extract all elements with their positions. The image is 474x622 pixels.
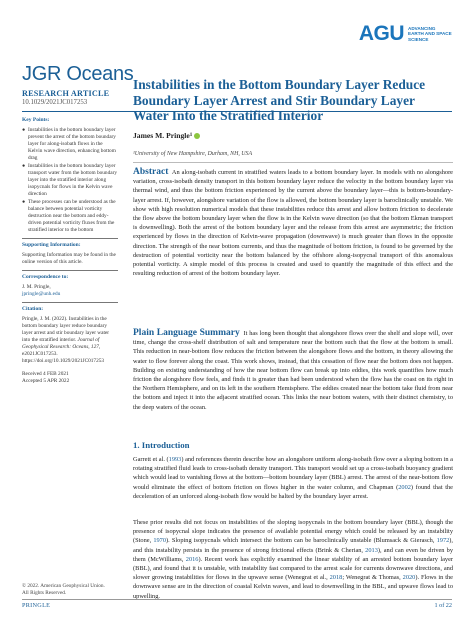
correspondence-heading: Correspondence to: [22,274,69,281]
sidebar-divider [22,238,118,239]
pls-heading: Plain Language Summary [133,328,240,338]
citation-link[interactable]: 1993 [168,456,182,463]
abstract-text: An along-isobath current in stratified waters leads to a bottom boundary layer. In models with no alongshore variation, cross-isobath density transport in this bottom boundary layer reduce the velocity in the bottom boundary layer via thermal wind, and thus the bottom friction experienced by the current above the boundary layer—this is bottom-boundary-layer arrest. If, however, alongshore variation of the flow is allowed, the bottom boundary layer is baroclinically unstable. We show with high resolution numerical models that these instabilities reduce this arrest and allow bottom friction to decelerate the flow above the bottom boundary layer when the flow is in the Kelvin wave direction (so that the bottom Ekman transport is downwelling). Both the arrest of the bottom boundary layer and the release from this arrest are asymmetric; the friction experienced by flows in the direction of Kelvin-wave propagation (downwave) is much greater than flows in the opposite direction. The strength of the near bottom currents, and thus the magnitude of bottom friction, is found to be governed by the destruction of potential vorticity near the bottom balanced by the offshore along-isopycnal transport of this anomalous potential vorticity. A simple model of this process is created and used to quantify the magnitude of this effect and the resulting reduction of arrest of the bottom boundary layer. [133,169,454,278]
citation-link[interactable]: 2018 [329,574,343,582]
author-line [133,131,453,140]
intro-paragraph-1: Garrett et al. (1993) and references therein describe how an alongshore uniform along-isobath flow over a sloping bottom in a rotating stratified fluid leads to cross-isobath density transport. This transport would set up a cross-isobath buoyancy gradient which would lead to vanishing flows at the bottom—bottom boundary layer (BBL) arrest. The arrest of the near-bottom flow would eliminate the effect of bottom friction on flows higher in the water column, and Chapman (2002) found that the deceleration of an unforced along-isobath flow would be halted by the boundary layer arrest. [133,456,454,500]
citation-link[interactable]: 2013 [365,546,378,554]
footer-rule [22,599,452,600]
sidebar-divider [22,302,118,303]
key-point-item: ● Instabilities in the bottom boundary layer prevent the arrest of the bottom boundary layer for along-isobath flows in the Kelvin wave direction, enhancing bottom drag [22,126,116,161]
citation-link[interactable]: 2020 [402,574,416,582]
agu-logo-tagline: ADVANCING EARTH AND SPACE SCIENCE [408,26,452,42]
citation-doi-link[interactable]: e2021JC017253. https://doi.org/10.1029/2021JC017253 [22,350,105,364]
agu-logo-mark: AGU [358,22,404,45]
intro-paragraph-2: These prior results did not focus on instabilities of the sloping isopycnals in the bottom boundary layer (BBL), though the presence of isopycnal slope indicates the presence of available potential energy which could be released by an instability (Stone, 1970). Sloping isopycnals which intersect the bottom can be baroclinically unstable (Blumsack & Gierasch, 1972), and this instability persists in the presence of strong frictional effects (Brink & Cherian, 2013), and can even be driven by them (McWilliams, 2016). Recent work has explicitly examined the linear stability of an arrested bottom boundary layer (BBL), and found that it is unstable, with instability fast compared to the arrest scale for currents downwave directions, and slower growing instabilities for flows in the upwave sense (Wenegrat et al., 2018; Wenegrat & Thomas, 2020). Flows in the downwave sense are in the direction of coastal Kelvin waves, and lead to downwelling in the BBL, and upwave flows lead to upwelling. [133,519,454,600]
article-title: Instabilities in the Bottom Boundary Layer Reduce Boundary Layer Arrest and Stir Boundary Layer Water Into the Stratified Interior [133,77,426,124]
citation-link[interactable]: 2002 [398,483,411,491]
bullet-icon: ● [22,126,26,133]
citation-link[interactable]: 1970 [153,537,167,545]
correspondence-email-link[interactable]: jpringle@unh.edu [22,291,61,298]
author-affiliation-marker: 1 [189,133,193,138]
accepted-date: Accepted 5 APR 2022 [22,377,70,384]
bullet-icon: ● [22,198,26,205]
sidebar-divider [22,270,118,271]
author-name: James M. Pringle [133,131,190,140]
pls-text: It has long been thought that alongshore flows over the shelf and slope will, over time, change the cross-shelf distribution of salt and temperature near the bottom such that the flow at the bottom is small. This reduction in near-bottom flow reduces the friction between the alongshore flows and the bottom, in theory allowing the water to flow forever along the coast. This work shows, instead, that this cessation of flow near the bottom does not happen. Building on existing understanding of how the near bottom flow can break up into eddies, this work quantifies how much friction the alongshore flow feels, and finds it is greater than had been understood when the flow has the coast on its right in the Northern Hemisphere, and on its left in the southern Hemisphere. The eddies created near the bottom take fluid from near the bottom and inject it into the adjacent stratified ocean. This links the near bottom waters, with their distinct chemistry, to the deep waters of the ocean. [133,330,453,411]
received-date: Received 4 FEB 2021 [22,370,69,377]
copyright: © 2022. American Geophysical Union. All Rights Reserved. [22,583,105,596]
supporting-info-heading: Supporting Information: [22,242,81,248]
correspondence-name: J. M. Pringle, [22,284,51,291]
citation-text: Pringle, J. M. (2022). Instabilities in the bottom boundary layer reduce boundary layer arrest and stir boundary layer water into the stratified interior. Journal of Geophysical Research: Oceans, 127, e2021JC017253. https://doi.org/10.1029/2021JC017253 [22,316,110,364]
key-point-item: ● Instabilities in the bottom boundary layer transport water from the bottom boundary layer into the stratified interior along isopycnals for flows in the Kelvin wave direction [22,162,117,197]
orcid-icon[interactable] [194,133,200,139]
author-affiliation: ¹University of New Hampshire, Durham, NH, USA [133,151,253,157]
supporting-info-text: Supporting Information may be found in the online version of this article. [22,251,116,265]
header-band [0,0,474,56]
key-points-heading: Key Points: [22,117,50,123]
agu-logo[interactable] [359,22,452,46]
affiliation-rule [133,162,453,163]
key-points-section [22,117,118,385]
bullet-icon: ● [22,162,26,169]
abstract-heading: Abstract [133,167,169,177]
running-head: PRINGLE [22,602,51,609]
abstract [133,168,453,278]
plain-language-summary [133,329,453,412]
article-type: RESEARCH ARTICLE [22,89,110,98]
citation-link[interactable]: 1972 [436,537,450,545]
introduction-heading: 1. Introduction [133,440,190,450]
journal-name: JGR Oceans [22,63,134,85]
article-doi[interactable]: 10.1029/2021JC017253 [22,99,88,106]
citation-heading: Citation: [22,306,44,313]
page-number: 1 of 22 [434,602,452,609]
citation-journal: Journal of Geophysical Research: Oceans, 127, [22,337,101,350]
citation-link[interactable]: 2016 [185,555,199,563]
key-points-list [22,127,118,234]
key-point-item: ● These processes can be understood as the balance between potential vorticity destruction near the bottom and eddy-driven potential vorticity fluxes from the stratified interior to the bottom [22,198,116,233]
